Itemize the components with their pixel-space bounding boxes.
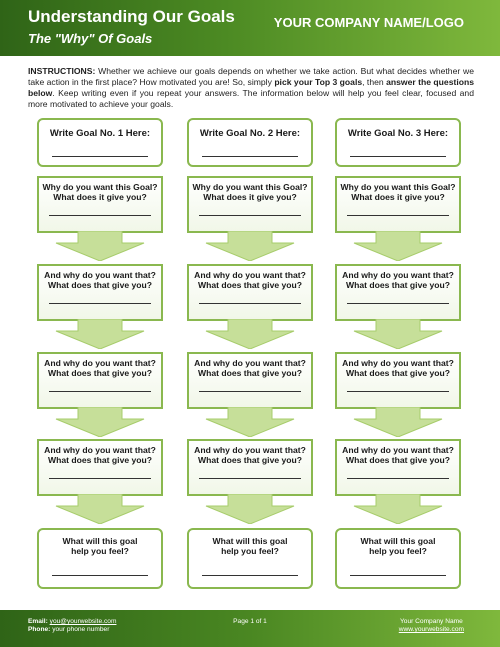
question-box-why-that <box>335 439 461 496</box>
final-line-1: What will this goal <box>360 536 436 546</box>
goal-column-2 <box>187 114 313 594</box>
final-feeling-box <box>187 528 313 589</box>
phone-text: your phone number <box>52 626 110 633</box>
question-box-why-that <box>335 352 461 409</box>
answer-write-line[interactable] <box>49 478 151 479</box>
answer-write-line[interactable] <box>199 215 301 216</box>
answer-write-line[interactable] <box>49 391 151 392</box>
down-arrow-icon <box>200 231 300 261</box>
goal-column-3 <box>335 114 461 594</box>
final-line-1: What will this goal <box>62 536 138 546</box>
phone-label: Phone: <box>28 626 51 633</box>
email-link[interactable]: you@yourwebsite.com <box>49 618 117 625</box>
instructions-text-3: . Keep writing even if you repeat your answers. The information below will help you feel clear, focused and more motivated to achieve your goals. <box>28 88 474 109</box>
answer-write-line[interactable] <box>49 303 151 304</box>
question-box-why-goal <box>335 176 461 233</box>
final-line-1: What will this goal <box>212 536 288 546</box>
question-box-why-that <box>37 264 163 321</box>
final-line-2: help you feel? <box>221 546 279 556</box>
question-line-2: What does it give you? <box>203 192 297 202</box>
down-arrow-icon <box>200 319 300 349</box>
question-line-1: And why do you want that? <box>194 270 306 280</box>
email-label: Email: <box>28 618 48 625</box>
question-box-why-that <box>37 352 163 409</box>
down-arrow-icon <box>200 407 300 437</box>
question-line-1: And why do you want that? <box>194 358 306 368</box>
down-arrow-icon <box>200 494 300 524</box>
down-arrow-icon <box>50 319 150 349</box>
final-feeling-box <box>335 528 461 589</box>
down-arrow-icon <box>348 407 448 437</box>
answer-write-line[interactable] <box>49 215 151 216</box>
footer-company-name: Your Company Name <box>399 618 463 625</box>
down-arrow-icon <box>348 494 448 524</box>
answer-write-line[interactable] <box>347 215 449 216</box>
question-line-1: And why do you want that? <box>44 358 156 368</box>
question-line-1: And why do you want that? <box>342 358 454 368</box>
instructions-label: INSTRUCTIONS: <box>28 66 96 76</box>
goal-write-line[interactable] <box>202 156 298 157</box>
question-line-1: And why do you want that? <box>194 445 306 455</box>
page-title: Understanding Our Goals <box>28 7 235 26</box>
question-line-2: What does that give you? <box>197 280 303 290</box>
question-box-why-goal <box>187 176 313 233</box>
instructions-paragraph <box>28 66 474 110</box>
answer-write-line[interactable] <box>199 303 301 304</box>
goal-write-line[interactable] <box>52 156 148 157</box>
goal-write-line[interactable] <box>350 156 446 157</box>
question-line-2: What does that give you? <box>197 368 303 378</box>
question-line-1: And why do you want that? <box>44 445 156 455</box>
down-arrow-icon <box>348 319 448 349</box>
question-line-1: Why do you want this Goal? <box>192 182 308 192</box>
goal-label: Write Goal No. 1 Here: <box>49 128 151 139</box>
instructions-bold-2: answer the questions below <box>28 77 474 98</box>
question-box-why-that <box>335 264 461 321</box>
answer-write-line[interactable] <box>347 478 449 479</box>
page-footer <box>0 610 500 647</box>
instructions-text-1: Whether we achieve our goals depends on whether we take action. But what decides whether we take action in the first place? How motivated you are! So, simply <box>28 66 474 87</box>
question-line-2: What does that give you? <box>47 368 153 378</box>
down-arrow-icon <box>50 407 150 437</box>
answer-write-line[interactable] <box>202 575 298 576</box>
question-line-2: What does it give you? <box>53 192 147 202</box>
answer-write-line[interactable] <box>52 575 148 576</box>
answer-write-line[interactable] <box>347 303 449 304</box>
website-link[interactable]: www.yourwebsite.com <box>398 626 464 633</box>
final-feeling-box <box>37 528 163 589</box>
question-box-why-that <box>187 264 313 321</box>
instructions-bold-1: pick your Top 3 goals <box>274 77 363 87</box>
question-line-2: What does that give you? <box>345 368 451 378</box>
question-line-1: And why do you want that? <box>342 445 454 455</box>
company-logo-placeholder: YOUR COMPANY NAME/LOGO <box>273 15 464 30</box>
down-arrow-icon <box>50 494 150 524</box>
goal-box <box>335 118 461 167</box>
goal-box <box>37 118 163 167</box>
question-line-2: What does that give you? <box>345 455 451 465</box>
goal-label: Write Goal No. 2 Here: <box>199 128 301 139</box>
page-subtitle: The "Why" Of Goals <box>28 31 153 46</box>
question-line-2: What does it give you? <box>351 192 445 202</box>
down-arrow-icon <box>348 231 448 261</box>
goal-column-1 <box>37 114 163 594</box>
answer-write-line[interactable] <box>199 391 301 392</box>
question-box-why-goal <box>37 176 163 233</box>
question-box-why-that <box>187 352 313 409</box>
question-line-1: And why do you want that? <box>342 270 454 280</box>
goal-label: Write Goal No. 3 Here: <box>347 128 449 139</box>
question-line-2: What does that give you? <box>345 280 451 290</box>
answer-write-line[interactable] <box>347 391 449 392</box>
answer-write-line[interactable] <box>199 478 301 479</box>
question-line-1: Why do you want this Goal? <box>42 182 158 192</box>
goal-box <box>187 118 313 167</box>
instructions-text-2: , then <box>362 77 387 87</box>
final-line-2: help you feel? <box>369 546 427 556</box>
question-line-2: What does that give you? <box>47 280 153 290</box>
question-box-why-that <box>187 439 313 496</box>
question-line-1: And why do you want that? <box>44 270 156 280</box>
final-line-2: help you feel? <box>71 546 129 556</box>
question-line-2: What does that give you? <box>197 455 303 465</box>
page-header <box>0 0 500 56</box>
down-arrow-icon <box>50 231 150 261</box>
question-line-1: Why do you want this Goal? <box>340 182 456 192</box>
page-number: Page 1 of 1 <box>233 618 267 625</box>
question-line-2: What does that give you? <box>47 455 153 465</box>
footer-company <box>399 618 464 634</box>
question-box-why-that <box>37 439 163 496</box>
answer-write-line[interactable] <box>350 575 446 576</box>
